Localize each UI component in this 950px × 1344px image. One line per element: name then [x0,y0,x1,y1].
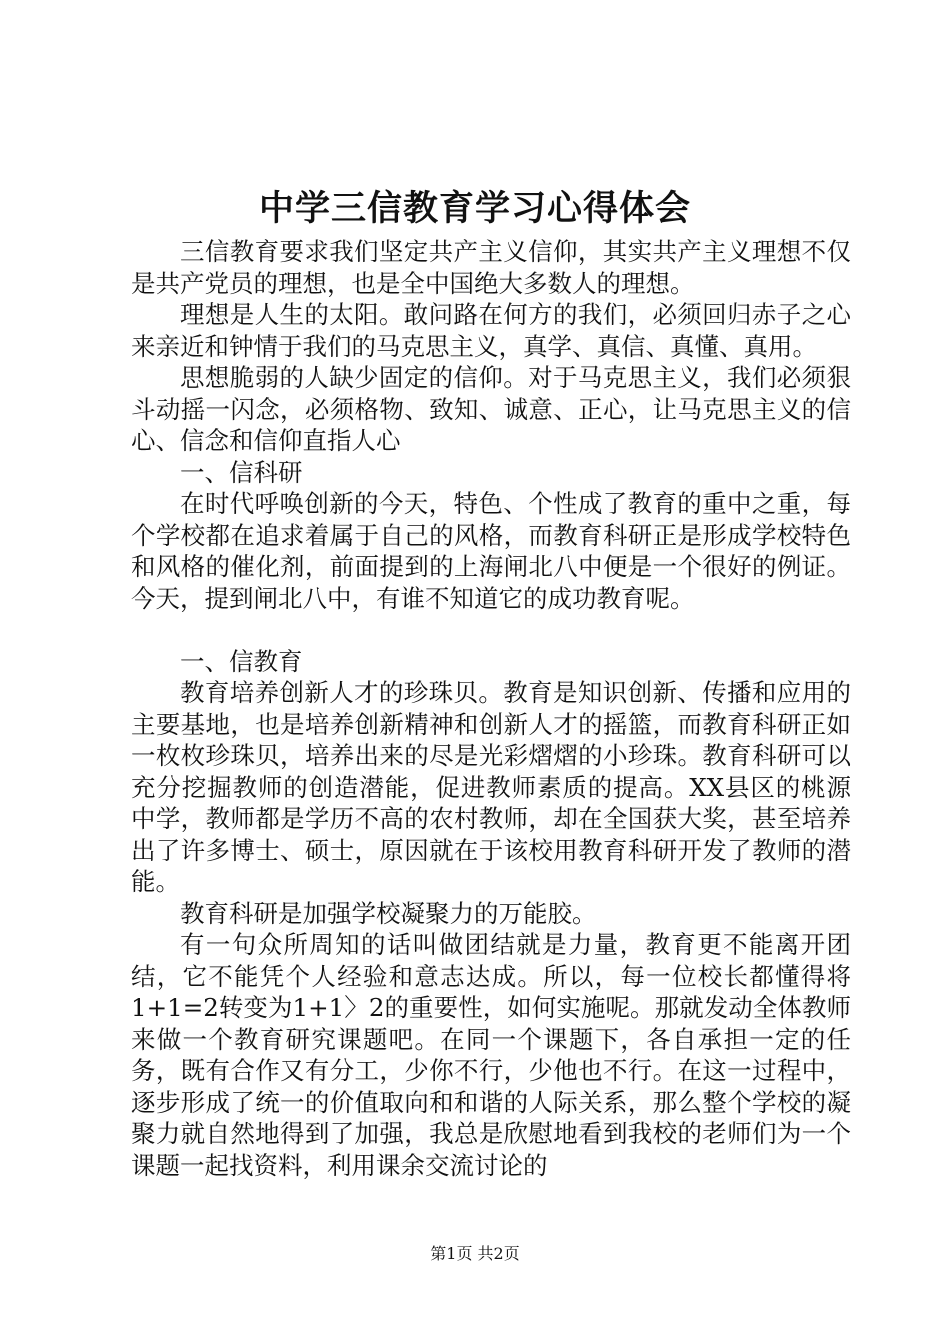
paragraph-5: 教育培养创新人才的珍珠贝。教育是知识创新、传播和应用的主要基地，也是培养创新精神和创新人才的摇篮，而教育科研正如一枚枚珍珠贝，培养出来的尽是光彩熠熠的小珍珠。教育科研可以充分挖掘教师的创造潜能，促进教师素质的提高。XX县区的桃源中学，教师都是学历不高的农村教师，却在全国获大奖，甚至培养出了许多博士、硕士，原因就在于该校用教育科研开发了教师的潜能。 [131,678,851,896]
paragraph-1: 三信教育要求我们坚定共产主义信仰，其实共产主义理想不仅是共产党员的理想，也是全中国绝大多数人的理想。 [131,237,851,298]
document-body [131,236,851,1181]
section-heading-2: 一、信教育 [180,646,303,676]
paragraph-3: 思想脆弱的人缺少固定的信仰。对于马克思主义，我们必须狠斗动摇一闪念，必须格物、致知、诚意、正心，让马克思主义的信心、信念和信仰直指人心 [131,363,851,455]
paragraph-2: 理想是人生的太阳。敢问路在何方的我们，必须回归赤子之心来亲近和钟情于我们的马克思主义，真学、真信、真懂、真用。 [131,300,851,361]
document-title: 中学三信教育学习心得体会 [258,188,691,229]
paragraph-6: 教育科研是加强学校凝聚力的万能胶。 [180,898,597,928]
page-footer: 第1页 共2页 [430,1244,520,1263]
section-heading-1: 一、信科研 [180,457,303,487]
paragraph-4: 在时代呼唤创新的今天，特色、个性成了教育的重中之重，每个学校都在追求着属于自己的风格，而教育科研正是形成学校特色和风格的催化剂，前面提到的上海闸北八中便是一个很好的例证。今天，提到闸北八中，有谁不知道它的成功教育呢。 [131,489,851,613]
paragraph-7: 有一句众所周知的话叫做团结就是力量，教育更不能离开团结，它不能凭个人经验和意志达成。所以，每一位校长都懂得将1+1=2转变为1+1〉2的重要性，如何实施呢。那就发动全体教师来做一个教育研究课题吧。在同一个课题下，各自承担一定的任务，既有合作又有分工，少你不行，少他也不行。在这一过程中，逐步形成了统一的价值取向和和谐的人际关系，那么整个学校的凝聚力就自然地得到了加强，我总是欣慰地看到我校的老师们为一个课题一起找资料，利用课余交流讨论的 [131,930,851,1180]
